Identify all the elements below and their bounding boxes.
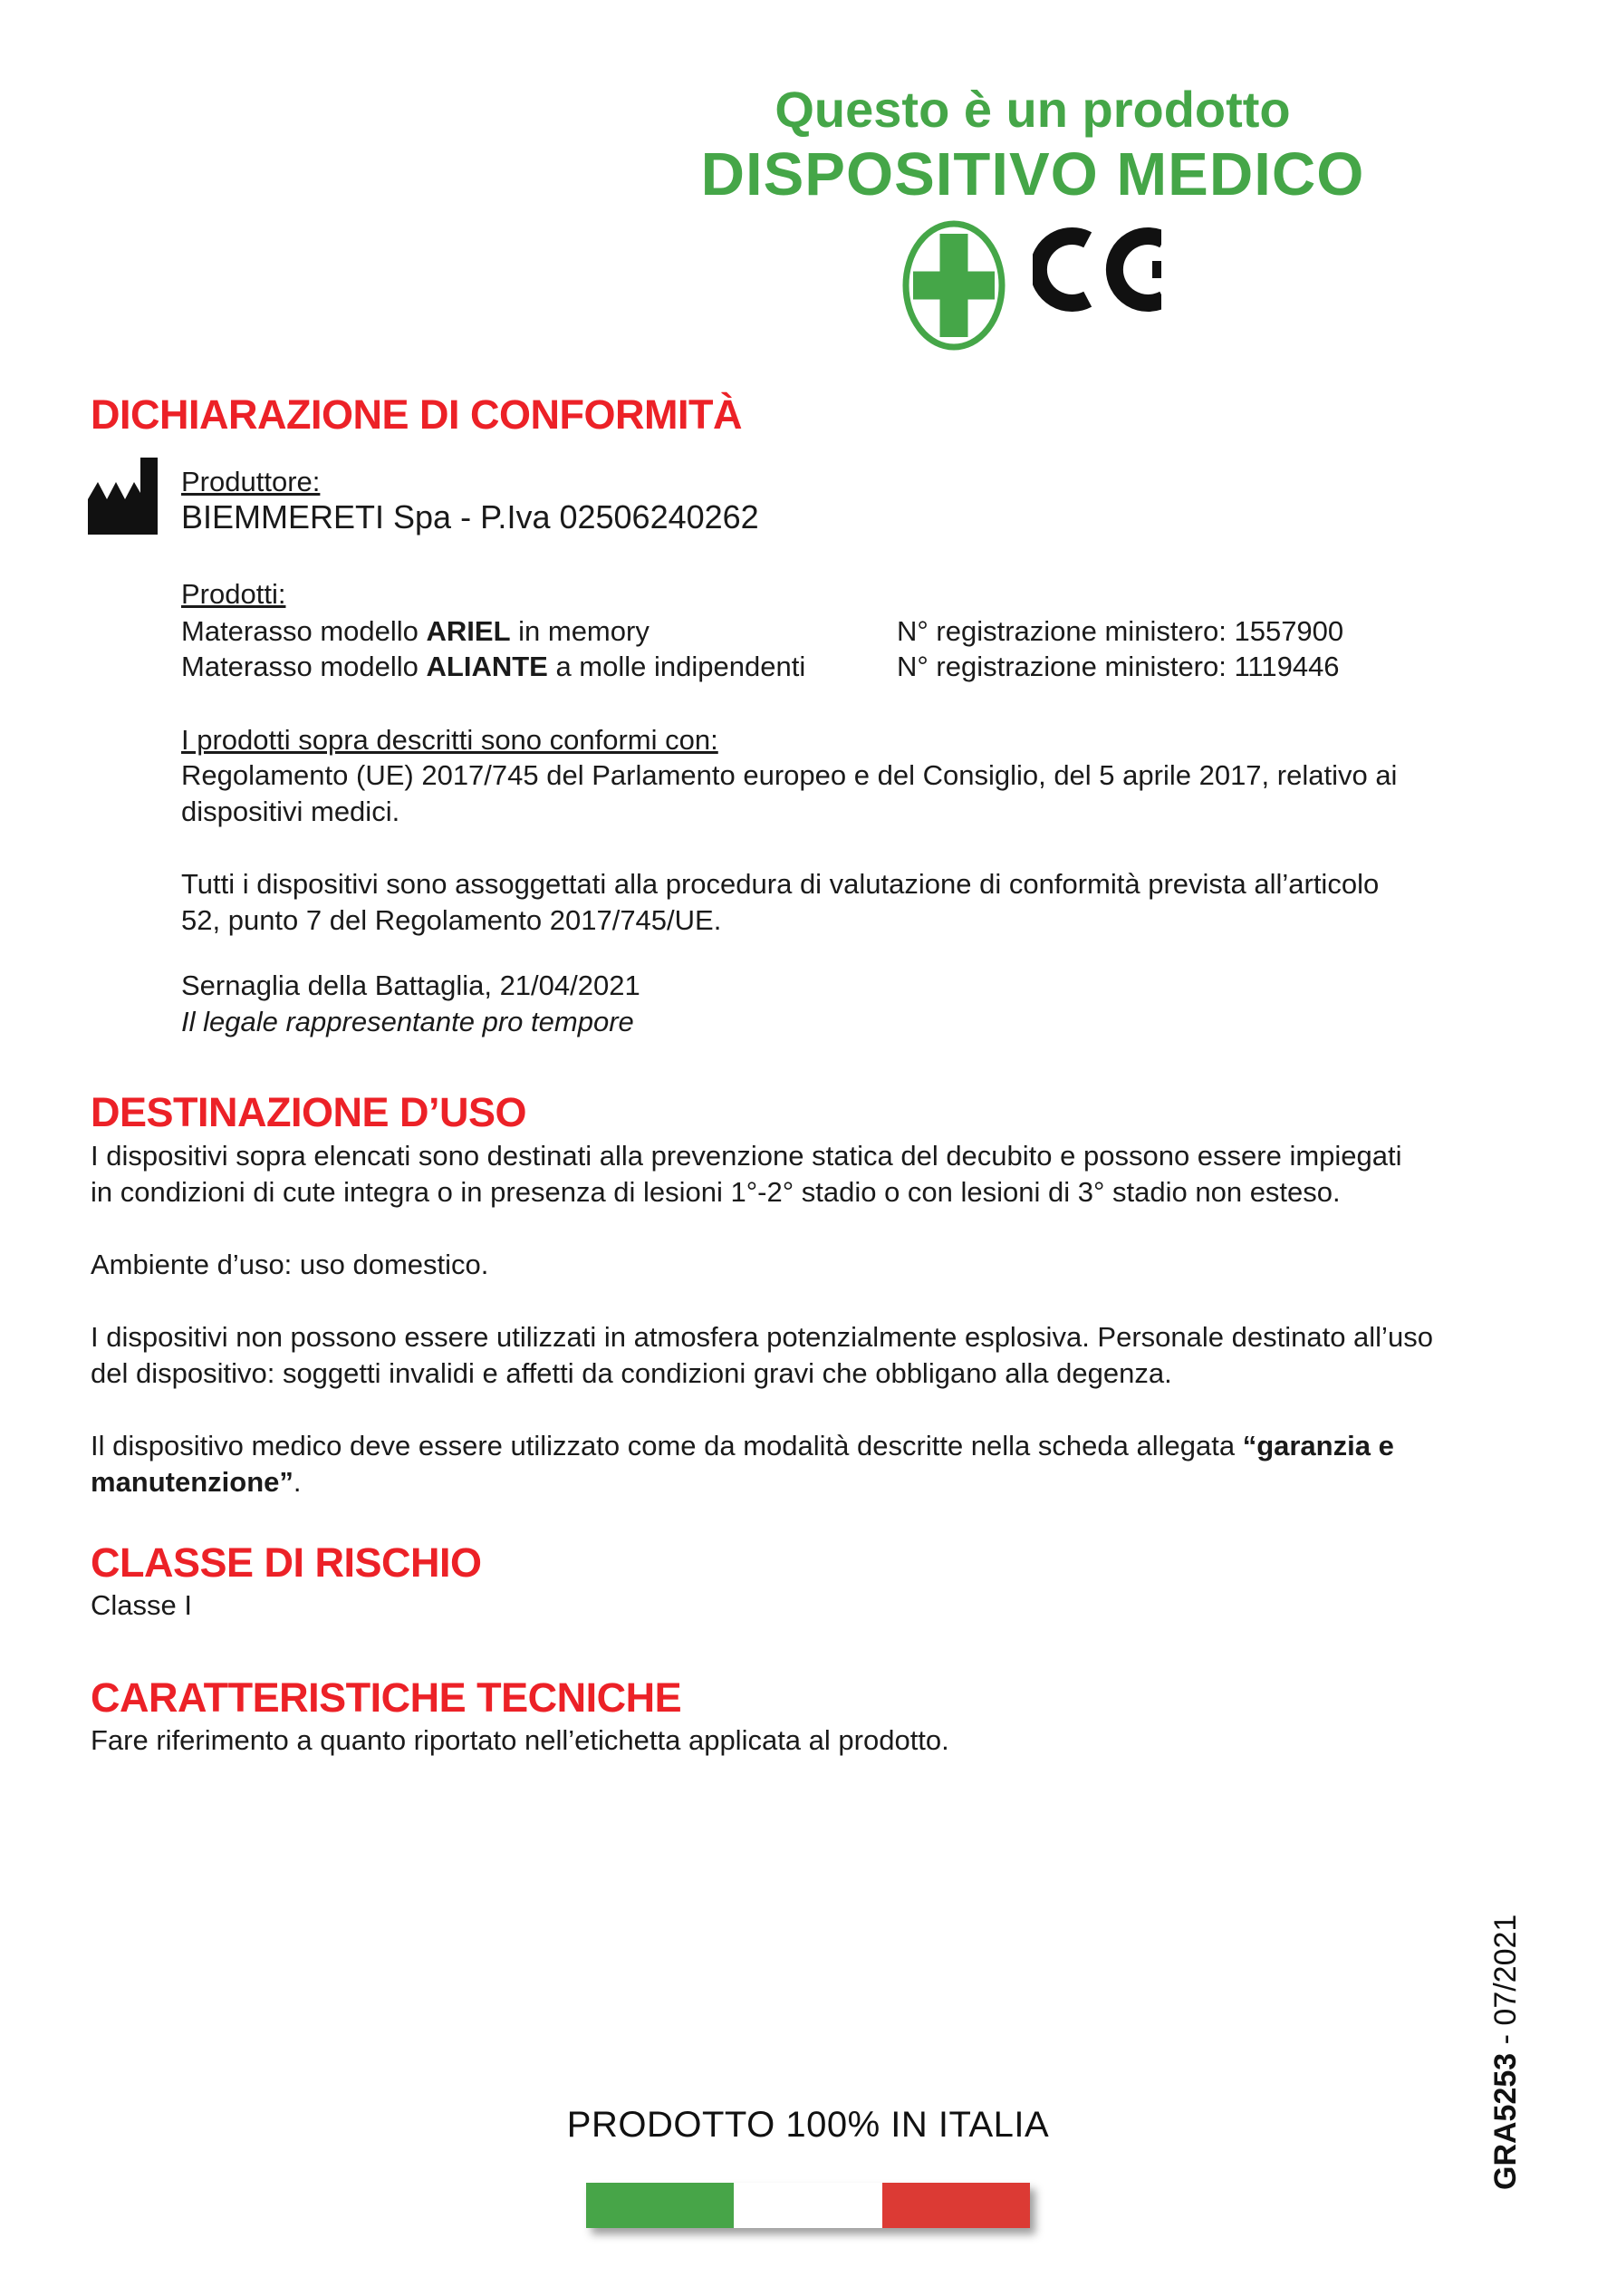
technical-heading: CARATTERISTICHE TECNICHE bbox=[91, 1674, 682, 1721]
document-code bbox=[1488, 1882, 1525, 2190]
technical-text: Fare riferimento a quanto riportato nell’etichetta applicata al prodotto. bbox=[91, 1724, 949, 1756]
para4-end: . bbox=[293, 1466, 302, 1498]
factory-icon bbox=[88, 458, 158, 535]
product-model: ALIANTE bbox=[426, 651, 548, 682]
flag-red-stripe bbox=[882, 2183, 1030, 2228]
intended-use-para3-line: I dispositivi non possono essere utilizzati in atmosfera potenzialmente esplosiva. Personale destinato all’uso bbox=[91, 1321, 1433, 1353]
para4-bold: manutenzione” bbox=[91, 1466, 293, 1498]
intended-use-para3-line: del dispositivo: soggetti invalidi e affetti da condizioni gravi che obbligano alla degenza. bbox=[91, 1357, 1172, 1389]
products-label: Prodotti: bbox=[181, 578, 286, 610]
header-title-line1: Questo è un prodotto bbox=[775, 81, 1291, 138]
risk-class-value: Classe I bbox=[91, 1589, 192, 1621]
flag-green-stripe bbox=[586, 2183, 734, 2228]
producer-label: Produttore: bbox=[181, 466, 321, 497]
ce-mark-icon bbox=[1033, 227, 1161, 313]
made-in-italy-text: PRODOTTO 100% IN ITALIA bbox=[566, 2105, 1050, 2145]
producer-value: BIEMMERETI Spa - P.Iva 02506240262 bbox=[181, 498, 759, 535]
header-title-line2: DISPOSITIVO MEDICO bbox=[700, 140, 1365, 209]
risk-class-heading: CLASSE DI RISCHIO bbox=[91, 1539, 482, 1586]
procedure-line: 52, punto 7 del Regolamento 2017/745/UE. bbox=[181, 904, 722, 936]
para4-bold: “garanzia e bbox=[1242, 1430, 1394, 1462]
intended-use-para2: Ambiente d’uso: uso domestico. bbox=[91, 1249, 489, 1280]
green-cross-icon bbox=[901, 219, 1006, 352]
intended-use-para4-line bbox=[91, 1464, 302, 1500]
intended-use-heading: DESTINAZIONE D’USO bbox=[91, 1089, 527, 1135]
product-row bbox=[181, 649, 805, 685]
conformity-line: Regolamento (UE) 2017/745 del Parlamento europeo e del Consiglio, del 5 aprile 2017, relativo ai bbox=[181, 759, 1398, 791]
product-model: ARIEL bbox=[426, 615, 511, 647]
product-registration: N° registrazione ministero: 1557900 bbox=[897, 615, 1344, 647]
product-prefix: Materasso modello bbox=[181, 651, 427, 682]
conformity-line: dispositivi medici. bbox=[181, 796, 400, 827]
conformity-label: I prodotti sopra descritti sono conformi con: bbox=[181, 724, 718, 756]
italian-flag-bar bbox=[586, 2183, 1030, 2228]
intended-use-para1-line: I dispositivi sopra elencati sono destinati alla prevenzione statica del decubito e possono essere impiegati bbox=[91, 1140, 1402, 1172]
declaration-heading: DICHIARAZIONE DI CONFORMITÀ bbox=[91, 391, 742, 438]
document-code-rest: - 07/2021 bbox=[1488, 1914, 1523, 2053]
header-title bbox=[625, 80, 1440, 209]
product-suffix: in memory bbox=[510, 615, 650, 647]
intended-use-para1-line: in condizioni di cute integra o in presenza di lesioni 1°-2° stadio o con lesioni di 3° stadio non esteso. bbox=[91, 1176, 1341, 1208]
signatory: Il legale rappresentante pro tempore bbox=[181, 1006, 634, 1037]
place-date: Sernaglia della Battaglia, 21/04/2021 bbox=[181, 970, 640, 1001]
procedure-line: Tutti i dispositivi sono assoggettati alla procedura di valutazione di conformità prevista all’articolo bbox=[181, 868, 1380, 900]
product-row bbox=[181, 613, 650, 650]
product-suffix: a molle indipendenti bbox=[547, 651, 806, 682]
product-prefix: Materasso modello bbox=[181, 615, 427, 647]
product-registration: N° registrazione ministero: 1119446 bbox=[897, 651, 1340, 682]
para4-text: Il dispositivo medico deve essere utilizzato come da modalità descritte nella scheda allegata bbox=[91, 1430, 1243, 1462]
document-code-bold: GRA5253 bbox=[1488, 2052, 1523, 2190]
intended-use-para4-line bbox=[91, 1428, 1394, 1464]
flag-white-stripe bbox=[734, 2183, 881, 2228]
